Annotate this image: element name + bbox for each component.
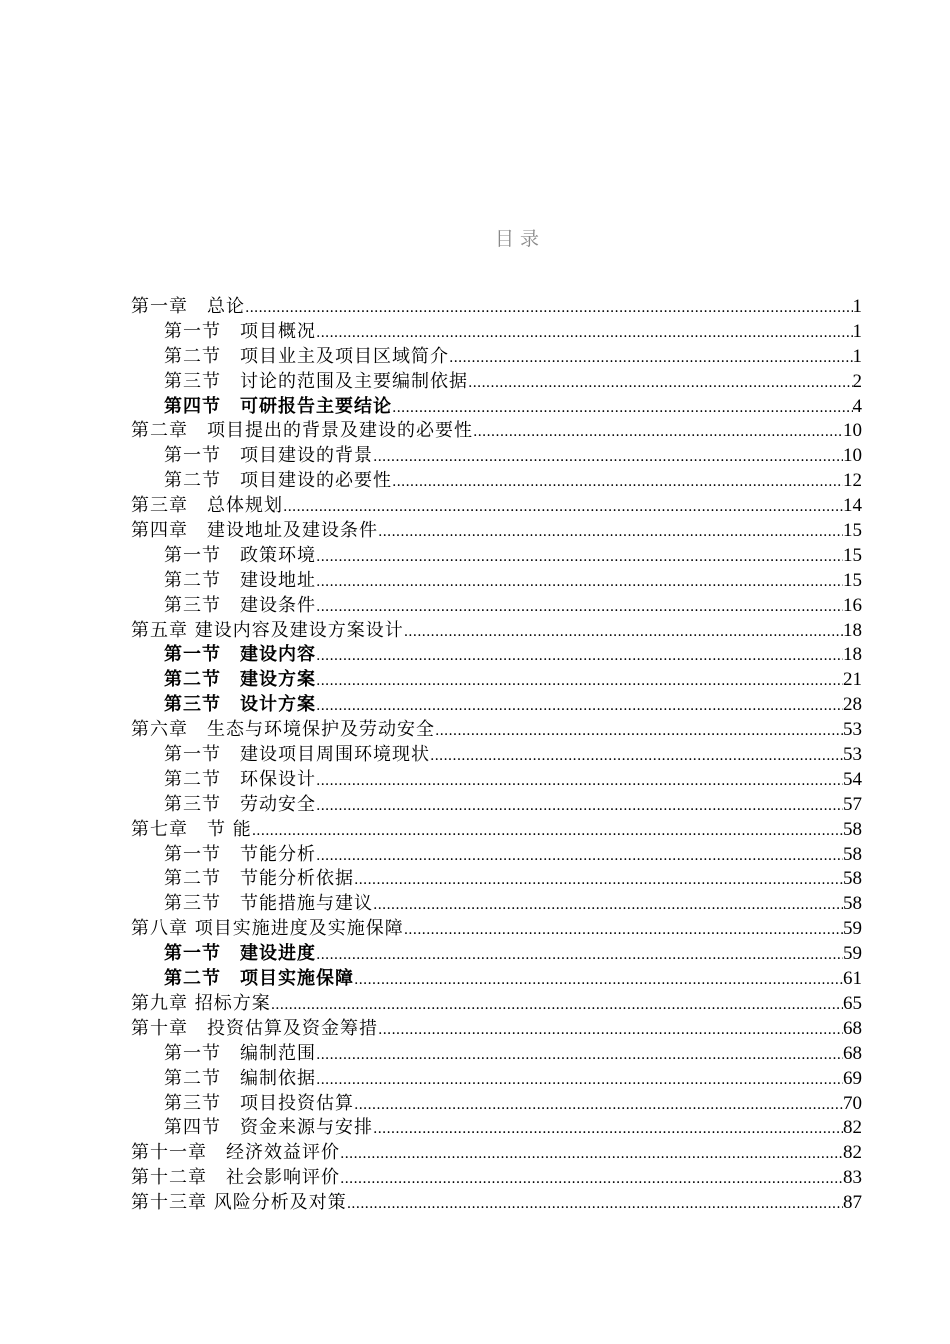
toc-entry-label: 第三节 设计方案 (164, 694, 316, 716)
toc-entry-label: 第一节 建设内容 (164, 644, 316, 666)
toc-page-number: 68 (843, 1017, 862, 1039)
toc-section-entry[interactable] (131, 569, 862, 594)
toc-page-number: 15 (843, 520, 862, 542)
toc-entry-label: 第十章 投资估算及资金筹措 (131, 1017, 378, 1039)
toc-section-entry[interactable] (131, 594, 862, 619)
toc-entry-label: 第十一章 经济效益评价 (131, 1142, 340, 1164)
toc-entry-label: 第十二章 社会影响评价 (131, 1167, 340, 1189)
toc-page-number: 87 (843, 1192, 862, 1214)
toc-chapter-entry[interactable] (131, 1191, 862, 1216)
toc-dot-leader (373, 1117, 843, 1142)
toc-entry-label: 第三节 项目投资估算 (164, 1092, 354, 1114)
toc-dot-leader (316, 844, 843, 869)
toc-page-number: 4 (852, 395, 862, 417)
toc-page-number: 59 (843, 918, 862, 940)
toc-page-number: 58 (843, 843, 862, 865)
toc-entry-label: 第二节 项目业主及项目区域简介 (164, 345, 449, 367)
toc-chapter-entry[interactable] (131, 917, 862, 942)
toc-section-entry[interactable] (131, 768, 862, 793)
toc-title: 目录 (494, 228, 545, 250)
toc-entry-label: 第九章 招标方案 (131, 992, 271, 1014)
toc-entry-label: 第一节 编制范围 (164, 1042, 316, 1064)
toc-entry-label: 第三节 建设条件 (164, 594, 316, 616)
toc-page-number: 61 (843, 968, 862, 990)
toc-entry-label: 第十三章 风险分析及对策 (131, 1192, 347, 1214)
toc-chapter-entry[interactable] (131, 1141, 862, 1166)
toc-page-number: 21 (843, 669, 862, 691)
toc-entry-label: 第一节 政策环境 (164, 544, 316, 566)
toc-dot-leader (392, 470, 843, 495)
toc-page-number: 53 (843, 719, 862, 741)
toc-dot-leader (354, 968, 843, 993)
toc-page-number: 57 (843, 793, 862, 815)
toc-dot-leader (283, 495, 843, 520)
toc-dot-leader (252, 819, 843, 844)
toc-dot-leader (373, 445, 843, 470)
toc-page-number: 54 (843, 768, 862, 790)
toc-section-entry[interactable] (131, 743, 862, 768)
toc-dot-leader (392, 396, 853, 421)
toc-dot-leader (316, 794, 843, 819)
toc-page-number: 83 (843, 1167, 862, 1189)
toc-entry-label: 第二节 环保设计 (164, 768, 316, 790)
toc-section-entry[interactable] (131, 693, 862, 718)
toc-dot-leader (404, 620, 843, 645)
toc-page-number: 69 (843, 1067, 862, 1089)
toc-dot-leader (378, 520, 843, 545)
toc-entry-label: 第四节 资金来源与安排 (164, 1117, 373, 1139)
toc-section-entry[interactable] (131, 843, 862, 868)
toc-entry-label: 第一节 节能分析 (164, 843, 316, 865)
toc-section-entry[interactable] (131, 1042, 862, 1067)
table-of-contents (131, 295, 862, 1216)
toc-chapter-entry[interactable] (131, 718, 862, 743)
toc-entry-label: 第八章 项目实施进度及实施保障 (131, 918, 404, 940)
toc-dot-leader (378, 1018, 843, 1043)
toc-dot-leader (245, 296, 853, 321)
toc-page-number: 15 (843, 569, 862, 591)
toc-dot-leader (316, 1043, 843, 1068)
toc-dot-leader (449, 346, 853, 371)
toc-entry-label: 第二节 项目实施保障 (164, 968, 354, 990)
toc-chapter-entry[interactable] (131, 1017, 862, 1042)
toc-page-number: 1 (852, 296, 862, 317)
toc-entry-label: 第二节 建设地址 (164, 569, 316, 591)
toc-entry-label: 第七章 节 能 (131, 818, 252, 840)
toc-dot-leader (354, 868, 843, 893)
toc-section-entry[interactable] (131, 942, 862, 967)
toc-dot-leader (271, 993, 843, 1018)
toc-section-entry[interactable] (131, 867, 862, 892)
toc-page-number: 14 (843, 495, 862, 517)
toc-page-number: 28 (843, 694, 862, 716)
toc-dot-leader (316, 1068, 843, 1093)
toc-page-number: 82 (843, 1117, 862, 1139)
toc-entry-label: 第三节 劳动安全 (164, 793, 316, 815)
toc-section-entry[interactable] (131, 395, 862, 420)
toc-dot-leader (354, 1093, 843, 1118)
toc-section-entry[interactable] (131, 544, 862, 569)
toc-section-entry[interactable] (131, 668, 862, 693)
toc-chapter-entry[interactable] (131, 818, 862, 843)
toc-entry-label: 第四章 建设地址及建设条件 (131, 520, 378, 542)
toc-page-number: 1 (852, 345, 862, 367)
toc-dot-leader (316, 694, 843, 719)
toc-entry-label: 第一节 项目建设的背景 (164, 445, 373, 467)
toc-page-number: 16 (843, 594, 862, 616)
toc-page-number: 58 (843, 818, 862, 840)
toc-page-number: 53 (843, 744, 862, 766)
toc-page-number: 58 (843, 893, 862, 915)
toc-page-number: 1 (852, 320, 862, 342)
toc-page-number: 10 (843, 445, 862, 467)
toc-chapter-entry[interactable] (131, 295, 862, 320)
toc-entry-label: 第二节 节能分析依据 (164, 868, 354, 890)
toc-entry-label: 第三节 节能措施与建议 (164, 893, 373, 915)
toc-page-number: 65 (843, 992, 862, 1014)
toc-page-number: 12 (843, 470, 862, 492)
toc-dot-leader (347, 1192, 843, 1217)
toc-entry-label: 第三节 讨论的范围及主要编制依据 (164, 370, 468, 392)
toc-section-entry[interactable] (131, 1116, 862, 1141)
toc-entry-label: 第一节 建设进度 (164, 943, 316, 965)
toc-section-entry[interactable] (131, 1067, 862, 1092)
toc-section-entry[interactable] (131, 370, 862, 395)
toc-page-number: 2 (852, 370, 862, 392)
toc-chapter-entry[interactable] (131, 494, 862, 519)
toc-entry-label: 第一节 建设项目周围环境现状 (164, 744, 430, 766)
toc-dot-leader (316, 943, 843, 968)
toc-page-number: 59 (843, 943, 862, 965)
toc-dot-leader (404, 918, 843, 943)
toc-entry-label: 第二节 编制依据 (164, 1067, 316, 1089)
toc-page-number: 70 (843, 1092, 862, 1114)
toc-section-entry[interactable] (131, 1092, 862, 1117)
toc-entry-label: 第五章 建设内容及建设方案设计 (131, 619, 404, 641)
toc-page-number: 68 (843, 1042, 862, 1064)
toc-chapter-entry[interactable] (131, 1166, 862, 1191)
toc-dot-leader (316, 595, 843, 620)
toc-page-number: 82 (843, 1142, 862, 1164)
toc-dot-leader (316, 570, 843, 595)
toc-dot-leader (468, 371, 853, 396)
toc-dot-leader (340, 1167, 843, 1192)
toc-page-number: 58 (843, 868, 862, 890)
toc-entry-label: 第一章 总论 (131, 296, 245, 317)
toc-chapter-entry[interactable] (131, 419, 862, 444)
toc-dot-leader (435, 719, 843, 744)
toc-entry-label: 第四节 可研报告主要结论 (164, 395, 392, 417)
toc-dot-leader (316, 769, 843, 794)
toc-section-entry[interactable] (131, 469, 862, 494)
toc-entry-label: 第六章 生态与环境保护及劳动安全 (131, 719, 435, 741)
toc-entry-label: 第一节 项目概况 (164, 320, 316, 342)
toc-section-entry[interactable] (131, 967, 862, 992)
toc-entry-label: 第二节 建设方案 (164, 669, 316, 691)
toc-dot-leader (373, 893, 843, 918)
toc-dot-leader (340, 1142, 843, 1167)
toc-dot-leader (473, 420, 843, 445)
toc-dot-leader (430, 744, 843, 769)
toc-section-entry[interactable] (131, 643, 862, 668)
toc-entry-label: 第二章 项目提出的背景及建设的必要性 (131, 420, 473, 442)
toc-page-number: 15 (843, 544, 862, 566)
toc-page-number: 10 (843, 420, 862, 442)
toc-section-entry[interactable] (131, 892, 862, 917)
toc-page-number: 18 (843, 644, 862, 666)
toc-page-number: 18 (843, 619, 862, 641)
toc-section-entry[interactable] (131, 444, 862, 469)
toc-section-entry[interactable] (131, 793, 862, 818)
toc-section-entry[interactable] (131, 320, 862, 345)
toc-dot-leader (316, 669, 843, 694)
toc-section-entry[interactable] (131, 345, 862, 370)
toc-dot-leader (316, 321, 853, 346)
toc-chapter-entry[interactable] (131, 519, 862, 544)
toc-chapter-entry[interactable] (131, 992, 862, 1017)
toc-dot-leader (316, 545, 843, 570)
toc-dot-leader (316, 644, 843, 669)
toc-entry-label: 第三章 总体规划 (131, 495, 283, 517)
toc-chapter-entry[interactable] (131, 619, 862, 644)
toc-entry-label: 第二节 项目建设的必要性 (164, 470, 392, 492)
